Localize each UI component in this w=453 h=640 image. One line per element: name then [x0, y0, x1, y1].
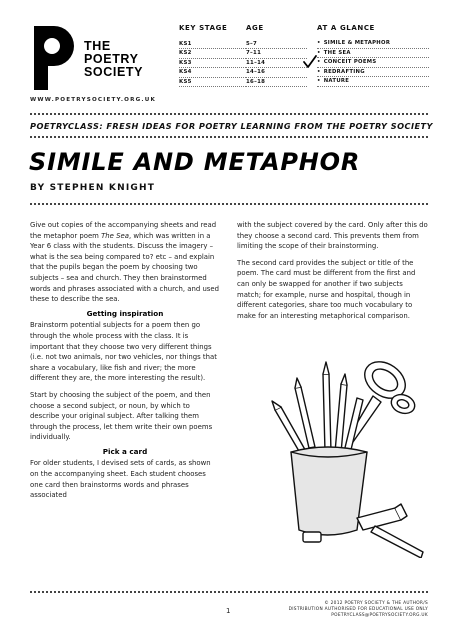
page-number: 1: [226, 607, 231, 615]
stage-cell: KS4: [179, 68, 246, 78]
poetry-society-logo-text: [84, 40, 143, 79]
poetry-society-logo-mark: [30, 22, 78, 94]
page-title: SIMILE AND METAPHOR: [29, 148, 361, 176]
table-row: [179, 39, 307, 49]
stage-cell: KS3: [179, 58, 246, 68]
table-row: [179, 49, 307, 59]
paragraph: The second card provides the subject or title of the poem. The card must be different from the first and can only be swapped for another if two subjects match; for example, nurse and hospital, though in different categories, share too much vocabulary to make for an interesting metaphorical comparison.: [237, 258, 416, 320]
list-item: • NATURE: [317, 77, 429, 87]
pencil-pot-illustration: [245, 348, 425, 558]
list-item: • THE SEA: [317, 49, 429, 59]
key-stage-table: [179, 39, 307, 87]
subheading-getting-inspiration: Getting inspiration: [86, 308, 164, 318]
text-run: Give out copies of the accompanying sheets and read the metaphor poem: [30, 221, 217, 240]
dotted-divider: [30, 203, 428, 205]
contact-email[interactable]: POETRYCLASS@POETRYSOCIETY.ORG.UK: [331, 613, 428, 619]
copyright-line: © 2012 POETRY SOCIETY & THE AUTHOR/S: [324, 601, 428, 606]
subheading-pick-a-card: Pick a card: [102, 446, 148, 456]
age-cell: 11–14: [246, 58, 307, 68]
list-item: • REDRAFTING: [317, 68, 429, 78]
body-column-left: [30, 220, 220, 507]
dotted-divider: [30, 591, 428, 593]
at-a-glance-heading: AT A GLANCE: [317, 24, 375, 32]
paragraph: [30, 220, 220, 305]
at-a-glance-list: [317, 39, 429, 87]
age-heading: AGE: [246, 24, 264, 32]
paragraph: Brainstorm potential subjects for a poem then go through the whole process with the class. It is important that they choose two very different things (i.e. not two animals, nor two vehicles, nor things that share a vocabulary, like fish and river; the more different they are, the more interesting the result).: [30, 321, 217, 383]
footer-copyright: [289, 601, 428, 620]
key-stage-heading: KEY STAGE: [179, 24, 228, 32]
dotted-divider: [30, 113, 428, 115]
list-item: • SIMILE & METAPHOR: [317, 39, 429, 49]
dotted-divider: [30, 136, 428, 138]
stage-cell: KS1: [179, 39, 246, 49]
logo-line: SOCIETY: [84, 65, 144, 79]
age-cell: 7–11: [246, 49, 307, 59]
age-cell: 16–18: [246, 77, 307, 87]
paragraph: For older students, I devised sets of cards, as shown on the accompanying sheet. Each student chooses one card then brainstorms words and phrases associated: [30, 459, 211, 500]
table-row: [179, 77, 307, 87]
text-run: , which was written in a Year 6 class with the students. Discuss the imagery – what is the sea being compared to? etc – and explain that the pupils began the poem by choosing two subjects – sea and church. They then brainstormed words and phrases associated with a church, and used these to describe the sea.: [30, 231, 220, 304]
stage-cell: KS2: [179, 49, 246, 59]
age-cell: 5–7: [246, 39, 307, 49]
poem-title: The Sea: [101, 231, 129, 240]
byline: BY STEPHEN KNIGHT: [30, 183, 156, 193]
checkmark-icon: [302, 54, 318, 70]
strapline: POETRYCLASS: FRESH IDEAS FOR POETRY LEARNING FROM THE POETRY SOCIETY: [30, 121, 433, 131]
distribution-line: DISTRIBUTION AUTHORISED FOR EDUCATIONAL USE ONLY: [288, 607, 428, 613]
site-url[interactable]: WWW.POETRYSOCIETY.ORG.UK: [30, 97, 157, 103]
stage-cell: KS5: [179, 77, 246, 87]
table-row: [179, 58, 307, 68]
logo-line: THE: [84, 39, 111, 53]
table-row: [179, 68, 307, 78]
list-item: • CONCEIT POEMS: [317, 58, 429, 68]
logo-line: POETRY: [84, 52, 139, 66]
paragraph: with the subject covered by the card. Only after this do they choose a second card. This prevents them from limiting the scope of their brainstorming.: [237, 221, 428, 251]
age-cell: 14–16: [246, 68, 307, 78]
body-column-right: [237, 220, 429, 327]
paragraph: Start by choosing the subject of the poem, and then choose a second subject, or noun, by which to describe your original subject. After talking them through the process, let them write their own poems individually.: [30, 390, 213, 442]
